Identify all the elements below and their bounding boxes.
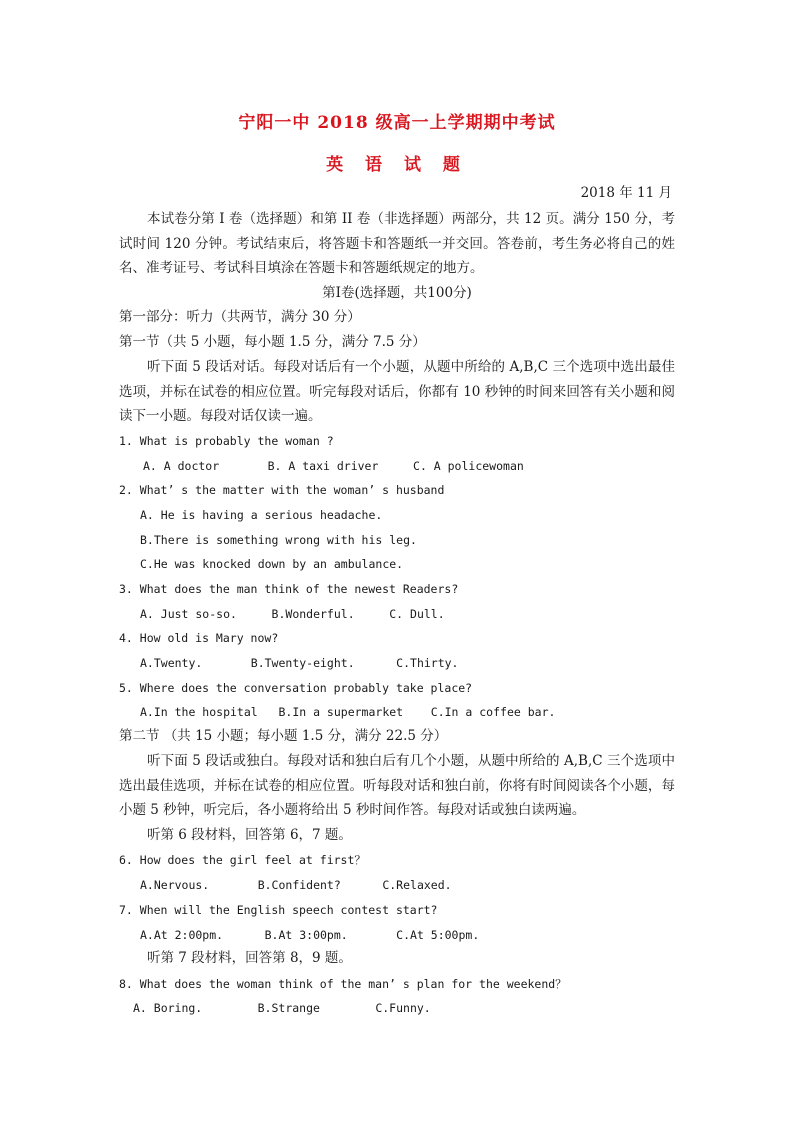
q2-option-c: C.He was knocked down by an ambulance. bbox=[140, 557, 404, 571]
q7-stem: 7. When will the English speech contest start? bbox=[119, 903, 438, 917]
q2-option-a: A. He is having a serious headache. bbox=[140, 508, 383, 522]
q4-options: A.Twenty. B.Twenty-eight. C.Thirty. bbox=[140, 656, 459, 670]
q5-stem: 5. Where does the conversation probably take place? bbox=[119, 681, 473, 695]
part1-heading: 第Ⅰ卷(选择题，共100分) bbox=[322, 285, 472, 301]
q7-options: A.At 2:00pm. B.At 3:00pm. C.At 5:00pm. bbox=[140, 928, 480, 942]
intro-paragraph: 本试卷分第 I 卷（选择题）和第 II 卷（非选择题）两部分，共 12 页。满分 150 分，考试时间 120 分钟。考试结束后，将答题卡和答题纸一并交回。答卷前，考生务必将自己的姓名、准考证号、考试科目填涂在答题卡和答题纸规定的地方。 bbox=[119, 211, 675, 277]
q1-stem: 1. What is probably the woman ? bbox=[119, 434, 334, 448]
section2-title: 第二节 （共 15 小题；每小题 1.5 分，满分 22.5 分） bbox=[119, 728, 448, 744]
section1-instructions: 听下面 5 段话对话。每段对话后有一个小题，从题中所给的 A,B,C 三个选项中选出最佳选项，并标在试卷的相应位置。听完每段对话后，你都有 10 秒钟的时间来回答有关小题和阅读下一小题。每段对话仅读一遍。 bbox=[119, 359, 675, 425]
exam-subtitle: 英 语 试 题 bbox=[326, 155, 468, 175]
q1-options: A. A doctor B. A taxi driver C. A policewoman bbox=[143, 459, 524, 473]
exam-title: 宁阳一中 2018 级高一上学期期中考试 bbox=[238, 113, 556, 133]
q6-stem: 6. How does the girl feel at first？ bbox=[119, 853, 366, 867]
q8-options: A. Boring. B.Strange C.Funny. bbox=[133, 1001, 431, 1015]
material-7-instruction: 听第 7 段材料，回答第 8，9 题。 bbox=[147, 950, 352, 966]
material-6-instruction: 听第 6 段材料，回答第 6，7 题。 bbox=[147, 827, 352, 843]
q3-stem: 3. What does the man think of the newest Readers? bbox=[119, 582, 459, 596]
q4-stem: 4. How old is Mary now? bbox=[119, 631, 279, 645]
exam-date: 2018 年 11 月 bbox=[580, 185, 672, 201]
q3-options: A. Just so-so. B.Wonderful. C. Dull. bbox=[140, 607, 445, 621]
section2-instructions: 听下面 5 段话或独白。每段对话和独白后有几个小题，从题中所给的 A,B,C 三个选项中选出最佳选项，并标在试卷的相应位置。听每段对话和独白前，你将有时间阅读各个小题，每小题 5 秒钟，听完后，各小题将给出 5 秒时间作答。每段对话或独白读两遍。 bbox=[119, 753, 675, 819]
q5-options: A.In the hospital B.In a supermarket C.In a coffee bar. bbox=[140, 705, 556, 719]
q2-option-b: B.There is something wrong with his leg. bbox=[140, 533, 417, 547]
q6-options: A.Nervous. B.Confident? C.Relaxed. bbox=[140, 878, 452, 892]
q2-stem: 2. What’ s the matter with the woman’ s husband bbox=[119, 483, 445, 497]
part1-title: 第一部分：听力（共两节，满分 30 分） bbox=[119, 309, 361, 325]
q8-stem: 8. What does the woman think of the man’ s plan for the weekend？ bbox=[119, 977, 567, 991]
section1-title: 第一节（共 5 小题，每小题 1.5 分，满分 7.5 分） bbox=[119, 334, 426, 350]
